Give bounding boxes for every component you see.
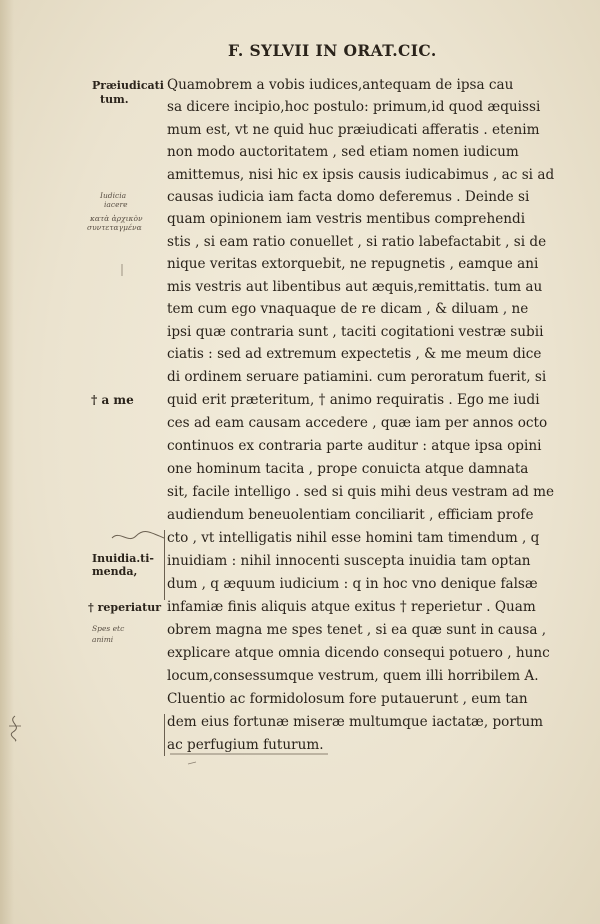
- margin-bracket: [164, 530, 168, 600]
- text-line-2: sa dicere incipio,hoc postulo: primum,id quod æquissi: [167, 99, 541, 115]
- margin-note-inuidia-1: Inuidia.ti-: [92, 552, 154, 565]
- margin-note-praeiudicati-2: tum.: [100, 93, 129, 106]
- text-line-21: cto , vt intelligatis nihil esse homini tam timendum , q: [167, 530, 540, 546]
- handwritten-note-greek-1: κατὰ ἀρχικὸν: [90, 214, 143, 223]
- text-line-30: ac perfugium futurum.: [167, 737, 324, 753]
- text-line-13: ciatis : sed ad extremum expectetis , & me meum dice: [167, 346, 542, 362]
- text-line-24: infamiæ finis aliquis atque exitus † reperietur . Quam: [167, 599, 536, 615]
- text-line-7: quam opinionem iam vestris mentibus comprehendi: [167, 211, 526, 227]
- text-line-9: nique veritas extorquebit, ne repugnetis , eamque ani: [167, 256, 539, 272]
- text-line-23: dum , q æquum iudicium : q in hoc vno denique falsæ: [167, 576, 538, 592]
- text-line-29: dem eius fortunæ miseræ multumque iactatæ, portum: [167, 714, 543, 730]
- text-line-12: ipsi quæ contraria sunt , taciti cogitationi vestræ subii: [167, 324, 544, 340]
- text-line-5: amittemus, nisi hic ex ipsis causis iudicabimus , ac si ad: [167, 167, 555, 183]
- text-line-26: explicare atque omnia dicendo consequi potuero , hunc: [167, 645, 550, 661]
- page-edge-shadow: [0, 0, 14, 924]
- margin-note-reperiatur: † reperiatur: [88, 601, 162, 614]
- text-line-3: mum est, vt ne quid huc præiudicati afferatis . etenim: [167, 122, 540, 138]
- text-line-22: inuidiam : nihil innocenti suscepta inuidia tam optan: [167, 553, 531, 569]
- text-line-20: audiendum beneuolentiam conciliarit , efficiam profe: [167, 507, 534, 523]
- tick-mark-icon: [118, 263, 126, 277]
- handwritten-note-iudicia-2: iacere: [104, 200, 128, 209]
- text-line-1: Quamobrem a vobis iudices,antequam de ipsa cau: [167, 77, 514, 93]
- text-line-18: one hominum tacita , prope conuicta atque damnata: [167, 461, 529, 477]
- handwritten-note-iudicia-1: Iudicia: [100, 191, 127, 200]
- handwritten-note-spes-2: animi: [92, 635, 114, 644]
- text-line-17: continuos ex contraria parte auditur : atque ipsa opini: [167, 438, 542, 454]
- text-line-4: non modo auctoritatem , sed etiam nomen iudicum: [167, 144, 519, 160]
- handwritten-note-greek-2: συντεταγμένα: [87, 223, 142, 232]
- text-line-16: ces ad eam causam accedere , quæ iam per annos octo: [167, 415, 548, 431]
- scribble-mark-icon: [110, 528, 166, 546]
- text-line-10: mis vestris aut libentibus aut æquis,remittatis. tum au: [167, 279, 543, 295]
- text-line-27: locum,consessumque vestrum, quem illi horribilem A.: [167, 668, 539, 684]
- text-line-14: di ordinem seruare patiamini. cum peroratum fuerit, si: [167, 369, 547, 385]
- margin-note-praeiudicati-1: Præiudicati: [92, 79, 164, 92]
- text-line-8: stis , si eam ratio conuellet , si ratio labefactabit , si de: [167, 234, 547, 250]
- margin-note-tanime: † a me: [91, 393, 134, 407]
- text-line-25: obrem magna me spes tenet , si ea quæ sunt in causa ,: [167, 622, 547, 638]
- underline-marks-icon: [168, 740, 338, 770]
- text-line-19: sit, facile intelligo . sed si quis mihi deus vestram ad me: [167, 484, 555, 500]
- handwritten-note-spes-1: Spes etc: [92, 624, 125, 633]
- margin-note-inuidia-2: menda,: [92, 565, 138, 578]
- text-line-15: quid erit præteritum, † animo requiratis . Ego me iudi: [167, 392, 540, 408]
- text-line-6: causas iudicia iam facta domo deferemus . Deinde si: [167, 189, 530, 205]
- text-line-28: Cluentio ac formidolosum fore putauerunt , eum tan: [167, 691, 528, 707]
- running-head: F. SYLVII IN ORAT.CIC.: [228, 41, 437, 60]
- margin-flourish-icon: [3, 714, 27, 742]
- text-line-11: tem cum ego vnaquaque de re dicam , & diluam , ne: [167, 301, 529, 317]
